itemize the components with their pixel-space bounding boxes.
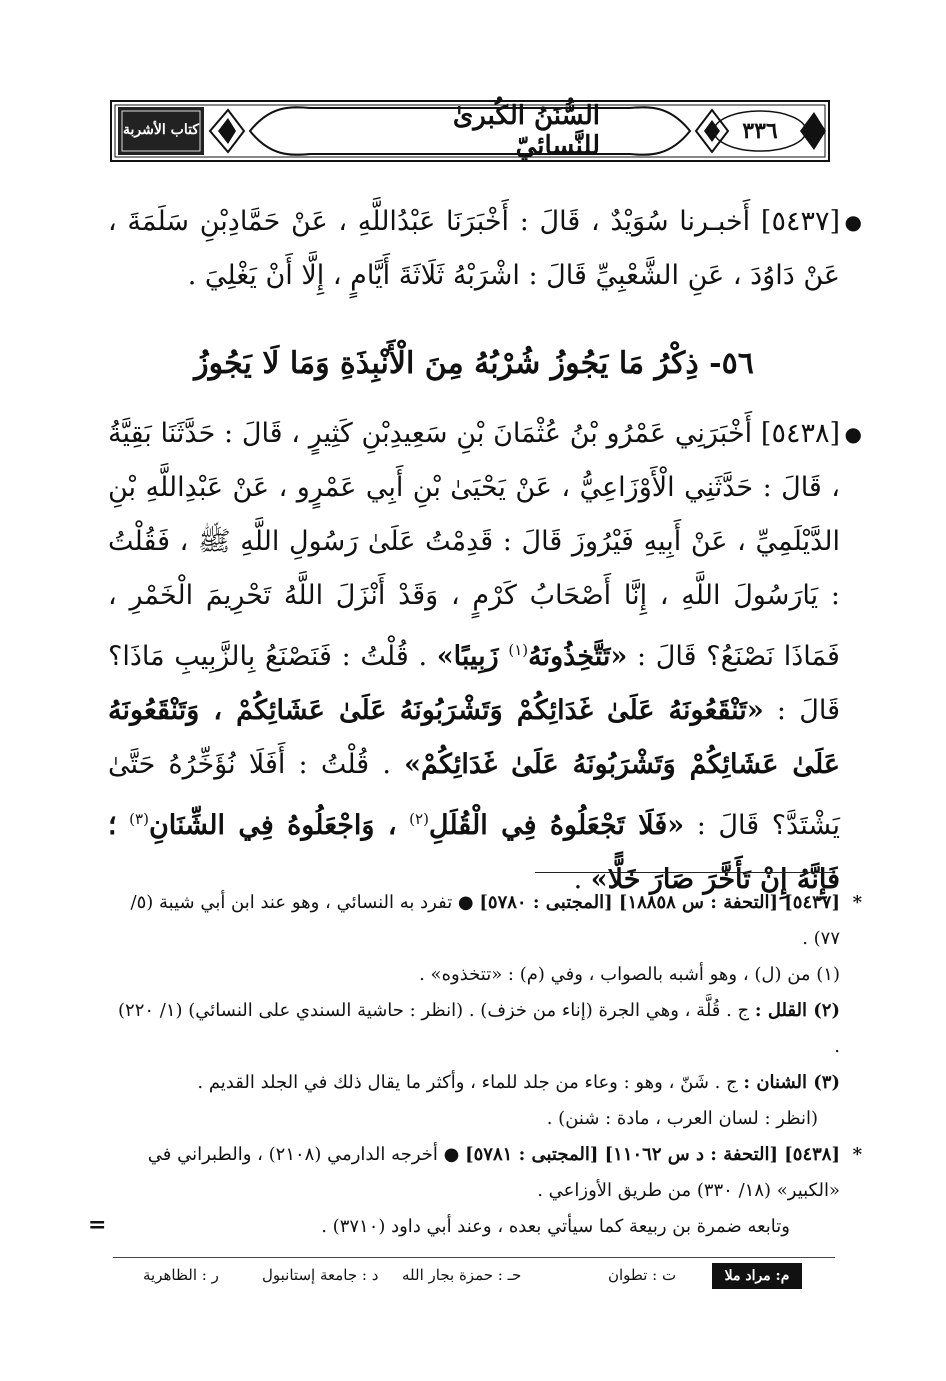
takhrij-text: في «الكبير» (١٨/ ٣٣٠) من طريق الأوزاعي . — [147, 1144, 840, 1201]
prophetic-speech: ، وَاجْعَلُوهُ فِي الشِّنَانِ — [148, 810, 397, 841]
prophetic-speech: «تَتَّخِذُونَهُ — [528, 641, 628, 672]
takhrij-5438 — [108, 1137, 862, 1209]
footnote-ref-3: (٣) — [129, 810, 149, 828]
chapter-title: ٥٦- ذِكْرُ مَا يَجُوزُ شُرْبُهُ مِنَ الْأَنْبِذَةِ وَمَا لَا يَجُوزُ — [194, 346, 754, 381]
hadith-text-line: عَنِ الشَّعْبِيِّ قَالَ : اشْرَبْهُ ثَلَاثَةَ أَيَّامٍ ، إِلَّا أَنْ يَغْلِيَ . — [187, 260, 725, 291]
bullet-icon: ● — [844, 422, 862, 446]
hadith-text: . — [573, 864, 583, 895]
hadith-5438 — [108, 407, 862, 907]
bottom-rule — [113, 1257, 835, 1258]
sigla-d: د : جامعة إستانبول — [262, 1266, 379, 1284]
hadith-text: كَرْمٍ ، وَقَدْ أَنْزَلَ اللَّهُ تَحْرِيمَ الْخَمْرِ ، فَمَاذَا نَصْنَعُ؟ قَالَ : — [108, 580, 840, 672]
footnote-3-cont: (انظر : لسان العرب ، مادة : شنن) . — [546, 1108, 818, 1129]
takhrij-ref: [٥٤٣٨] [التحفة : د س ١١٠٦٢] [المجتبى : ٥٧٨١] — [465, 1144, 840, 1165]
prophetic-speech: «فَلَا تَجْعَلُوهُ فِي الْقُلَلِ — [428, 810, 685, 841]
prophetic-speech: ؛ — [108, 810, 117, 841]
footnote-separator — [535, 872, 833, 873]
sigla-r: ر : الظاهرية — [143, 1266, 219, 1284]
takhrij-text: ● أخرجه الدارمي (٢١٠٨) ، والطبراني — [177, 1144, 460, 1165]
bullet-icon: ● — [844, 210, 862, 234]
hadith-text: نُؤَخِّرُهُ حَتَّىٰ يَشْتَدَّ؟ قَالَ : — [108, 749, 840, 841]
hadith-number: [٥٤٣٧] — [760, 206, 840, 237]
page-header — [110, 100, 830, 162]
takhrij-text: (٥/ ٧٧) . — [130, 892, 840, 949]
asterisk-icon: * — [852, 892, 862, 913]
hadith-text: أَبِيهِ فَيْرُوزَ قَالَ : قَدِمْتُ عَلَىٰ رَسُولِ اللَّهِ ﷺ ، فَقُلْتُ : يَارَسُولَ اللَّهِ ، إِنَّا أَصْحَابُ — [108, 526, 840, 611]
footnote-1: (١) من (ل) ، وهو أشبه بالصواب ، وفي (م) : «تتخذوه» . — [419, 964, 840, 985]
hadith-text: أَخْبَرَنِي عَمْرُو بْنُ عُثْمَانَ بْنِ سَعِيدِبْنِ كَثِيرٍ ، قَالَ : حَدَّثَنَا بَقِيَّةُ ، قَالَ : — [108, 418, 840, 503]
page-number: ٣٣٦ — [742, 118, 778, 144]
sigla-box: م: مراد ملا — [712, 1263, 802, 1289]
footnote-2 — [108, 993, 840, 1065]
prophetic-speech: عَلَىٰ عَشَائِكُمْ ، وَتَنْقَعُونَهُ عَلَىٰ عَشَائِكُمْ وَتَشْرَبُونَهُ عَلَىٰ غَدَائِكُمْ» — [108, 695, 840, 780]
footnote-text: ج . شَنّ ، وهو : وعاء من جلد للماء ، وأكثر ما يقال ذلك في الجلد القديم . — [197, 1072, 738, 1093]
hadith-text-line: أَخبـرنا سُوَيْدٌ ، قَالَ : أَخْبَرَنَا عَبْدُاللَّهِ ، عَنْ حَمَّادِبْنِ سَلَمَةَ ، عَنْ دَاوُدَ ، — [108, 206, 840, 291]
footnote-3 — [108, 1065, 840, 1101]
main-text — [108, 195, 862, 907]
footnote-term: (٣) الشنان : — [743, 1072, 840, 1093]
hadith-text: . قُلْتُ : أَفَلَا — [248, 749, 391, 780]
footnote-ref-2: (٢) — [409, 810, 429, 828]
asterisk-icon: * — [852, 1144, 862, 1165]
hadith-5437 — [108, 195, 862, 303]
hadith-text: حَدَّثَنِي الْأَوْزَاعِيُّ ، عَنْ يَحْيَىٰ بْنِ أَبِي عَمْرٍو ، عَنْ عَبْدِاللَّهِ بْنِ الدَّيْلَمِيِّ ، عَنْ — [108, 472, 840, 557]
takhrij-ref: [٥٤٣٧] [التحفة : س ١٨٨٥٨] [المجتبى : ٥٧٨٠] — [479, 892, 840, 913]
takhrij-text: ● تفرد به النسائي ، وهو عند ابن أبي شيبة — [159, 892, 474, 913]
hadith-text: . قُلْتُ : فَنَصْنَعُ بِالزَّبِيبِ مَاذَا؟ قَالَ : — [108, 641, 840, 726]
prophetic-speech: «تَنْقَعُونَهُ عَلَىٰ غَدَائِكُمْ وَتَشْرَبُونَهُ — [399, 695, 764, 726]
footnotes — [108, 885, 862, 1245]
series-logo: كتاب الأشربة — [123, 122, 199, 139]
footnote-text: ج . قُلَّة ، وهي الجرة (إناء من خزف) . (انظر : حاشية السندي على النسائي) (١/ ٢٢٠) . — [118, 1000, 840, 1057]
prophetic-speech: زَبِيبًا» — [436, 641, 499, 672]
takhrij-5437 — [108, 885, 862, 957]
book-title: السُّنَنُ الكُبرىٰ للنَّسائيّ — [452, 101, 600, 161]
sigla-h: حـ : حمزة بجار الله — [402, 1266, 522, 1284]
footnote-ref-1: (١) — [508, 641, 529, 659]
prophetic-speech: فَإِنَّهُ إِنْ تَأَخَّرَ صَارَ خَلًّا» — [590, 864, 840, 895]
hadith-number: [٥٤٣٨] — [760, 418, 840, 449]
continuation-mark: = — [88, 1212, 107, 1238]
sigla-t: ت : تطوان — [608, 1266, 677, 1284]
footnote-term: (٢) القلل : — [754, 1000, 840, 1021]
takhrij-5438-cont: وتابعه ضمرة بن ربيعة كما سيأتي بعده ، وعند أبي داود (٣٧١٠) . — [321, 1216, 790, 1237]
